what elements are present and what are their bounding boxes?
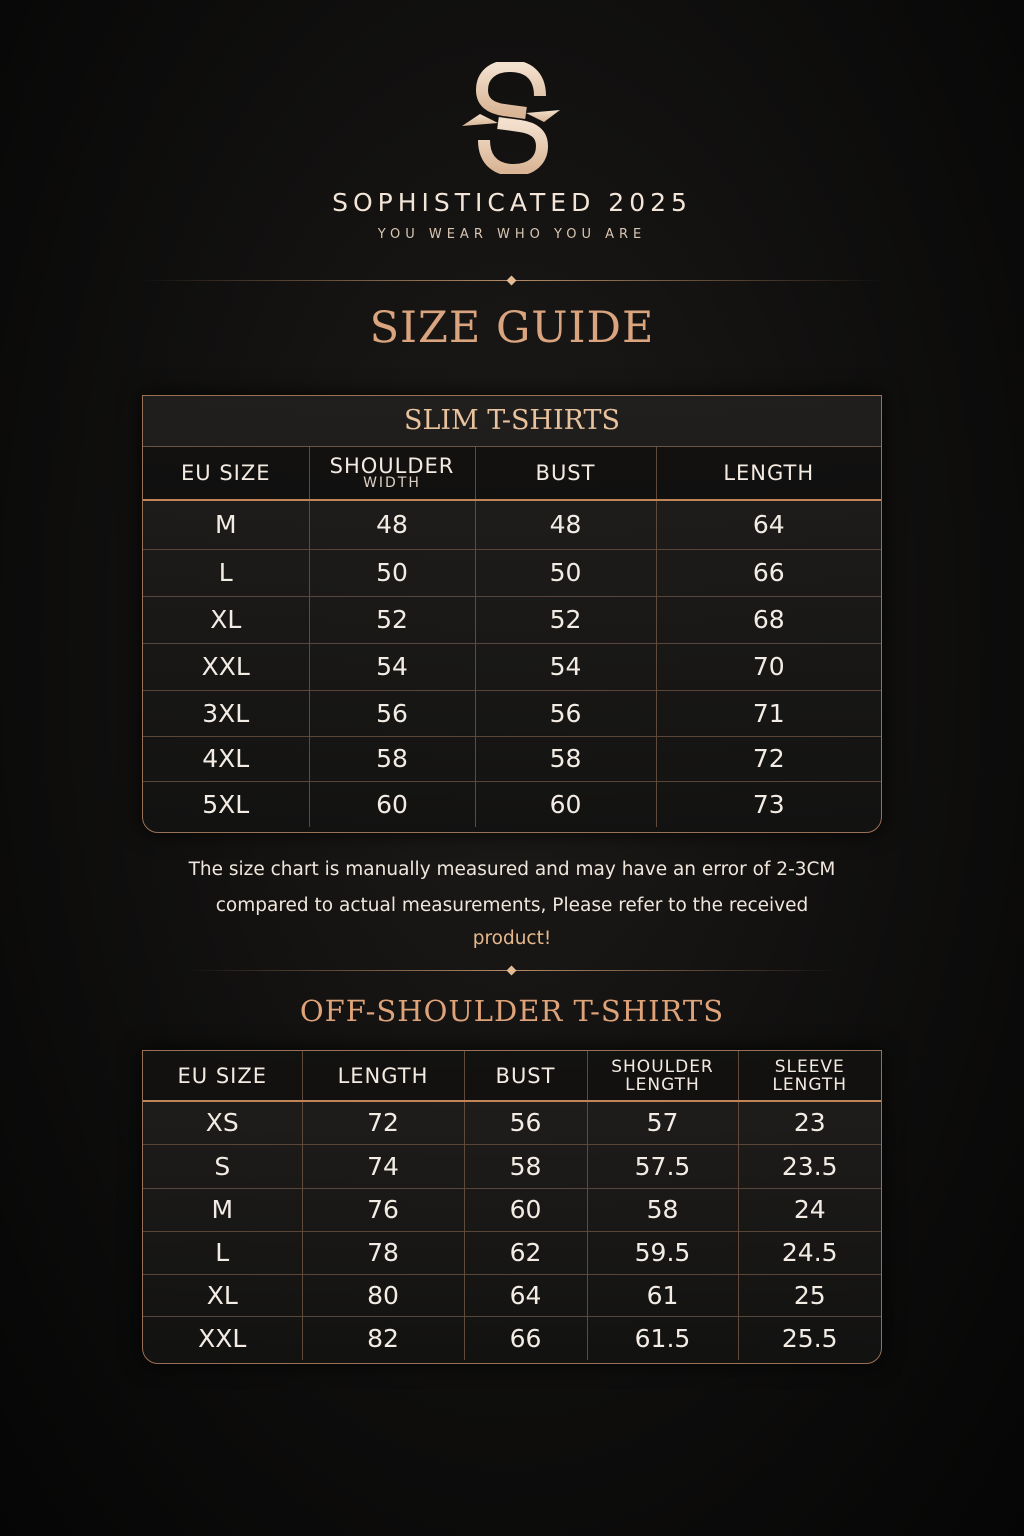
table-row: [143, 736, 881, 781]
value-cell: 78: [302, 1231, 464, 1274]
middle-divider: [186, 965, 838, 977]
value-cell: 24.5: [738, 1231, 881, 1274]
slim-table-title: SLIM T-SHIRTS: [143, 396, 881, 447]
table-row: [143, 549, 881, 596]
size-cell: M: [143, 1188, 302, 1231]
size-cell: XS: [143, 1101, 302, 1144]
table-row: [143, 1274, 881, 1316]
value-cell: 71: [656, 690, 881, 736]
top-divider: [140, 275, 884, 287]
value-cell: 64: [656, 500, 881, 549]
value-cell: 70: [656, 643, 881, 690]
value-cell: 72: [656, 736, 881, 781]
value-cell: 62: [464, 1231, 587, 1274]
value-cell: 68: [656, 596, 881, 643]
value-cell: 23: [738, 1101, 881, 1144]
value-cell: 25: [738, 1274, 881, 1316]
value-cell: 50: [475, 549, 656, 596]
table-row: [143, 1144, 881, 1188]
col-eu-size: EU SIZE: [143, 1051, 302, 1101]
brand-logo-icon: [452, 62, 572, 174]
table-row: [143, 643, 881, 690]
value-cell: 60: [309, 781, 475, 827]
value-cell: 57.5: [587, 1144, 738, 1188]
size-cell: 4XL: [143, 736, 309, 781]
value-cell: 66: [464, 1316, 587, 1360]
size-cell: XL: [143, 596, 309, 643]
col-bust: BUST: [475, 447, 656, 500]
table-row: [143, 1101, 881, 1144]
slim-size-table: [142, 395, 882, 833]
value-cell: 76: [302, 1188, 464, 1231]
col-shoulder-width: SHOULDER WIDTH: [309, 447, 475, 500]
col-length: LENGTH: [302, 1051, 464, 1101]
value-cell: 72: [302, 1101, 464, 1144]
value-cell: 59.5: [587, 1231, 738, 1274]
value-cell: 74: [302, 1144, 464, 1188]
value-cell: 54: [475, 643, 656, 690]
table-row: [143, 596, 881, 643]
size-cell: XXL: [143, 643, 309, 690]
value-cell: 56: [464, 1101, 587, 1144]
value-cell: 58: [587, 1188, 738, 1231]
value-cell: 82: [302, 1316, 464, 1360]
value-cell: 23.5: [738, 1144, 881, 1188]
value-cell: 56: [475, 690, 656, 736]
value-cell: 52: [475, 596, 656, 643]
col-shoulder-length: SHOULDER LENGTH: [587, 1051, 738, 1101]
slim-header-row: [143, 447, 881, 500]
brand-tagline: YOU WEAR WHO YOU ARE: [377, 227, 647, 242]
measurement-note: [112, 852, 912, 954]
value-cell: 50: [309, 549, 475, 596]
note-line: compared to actual measurements, Please refer to the received: [215, 895, 809, 916]
table-row: [143, 1316, 881, 1360]
value-cell: 58: [475, 736, 656, 781]
size-cell: L: [143, 1231, 302, 1274]
size-cell: 5XL: [143, 781, 309, 827]
value-cell: 58: [309, 736, 475, 781]
size-cell: XXL: [143, 1316, 302, 1360]
note-line: product!: [472, 928, 552, 949]
value-cell: 54: [309, 643, 475, 690]
table-row: [143, 781, 881, 827]
value-cell: 60: [475, 781, 656, 827]
value-cell: 61.5: [587, 1316, 738, 1360]
value-cell: 24: [738, 1188, 881, 1231]
col-eu-size: EU SIZE: [143, 447, 309, 500]
value-cell: 64: [464, 1274, 587, 1316]
page-title: SIZE GUIDE: [369, 303, 655, 353]
col-length: LENGTH: [723, 461, 815, 485]
size-cell: M: [143, 500, 309, 549]
col-bust: BUST: [464, 1051, 587, 1101]
size-cell: S: [143, 1144, 302, 1188]
off-shoulder-size-table: [142, 1050, 882, 1364]
size-cell: L: [143, 549, 309, 596]
off-shoulder-title: OFF-SHOULDER T-SHIRTS: [299, 994, 725, 1028]
size-cell: 3XL: [143, 690, 309, 736]
value-cell: 48: [309, 500, 475, 549]
value-cell: 66: [656, 549, 881, 596]
note-line: The size chart is manually measured and may have an error of 2-3CM: [188, 859, 836, 880]
value-cell: 57: [587, 1101, 738, 1144]
table-row: [143, 500, 881, 549]
table-row: [143, 1231, 881, 1274]
value-cell: 80: [302, 1274, 464, 1316]
value-cell: 60: [464, 1188, 587, 1231]
table-row: [143, 690, 881, 736]
value-cell: 73: [656, 781, 881, 827]
off-shoulder-header-row: [143, 1051, 881, 1101]
value-cell: 52: [309, 596, 475, 643]
value-cell: 25.5: [738, 1316, 881, 1360]
value-cell: 61: [587, 1274, 738, 1316]
value-cell: 48: [475, 500, 656, 549]
table-row: [143, 1188, 881, 1231]
col-sleeve-length: SLEEVE LENGTH: [772, 1056, 848, 1095]
value-cell: 56: [309, 690, 475, 736]
brand-name: SOPHISTICATED 2025: [332, 188, 692, 217]
size-cell: XL: [143, 1274, 302, 1316]
value-cell: 58: [464, 1144, 587, 1188]
